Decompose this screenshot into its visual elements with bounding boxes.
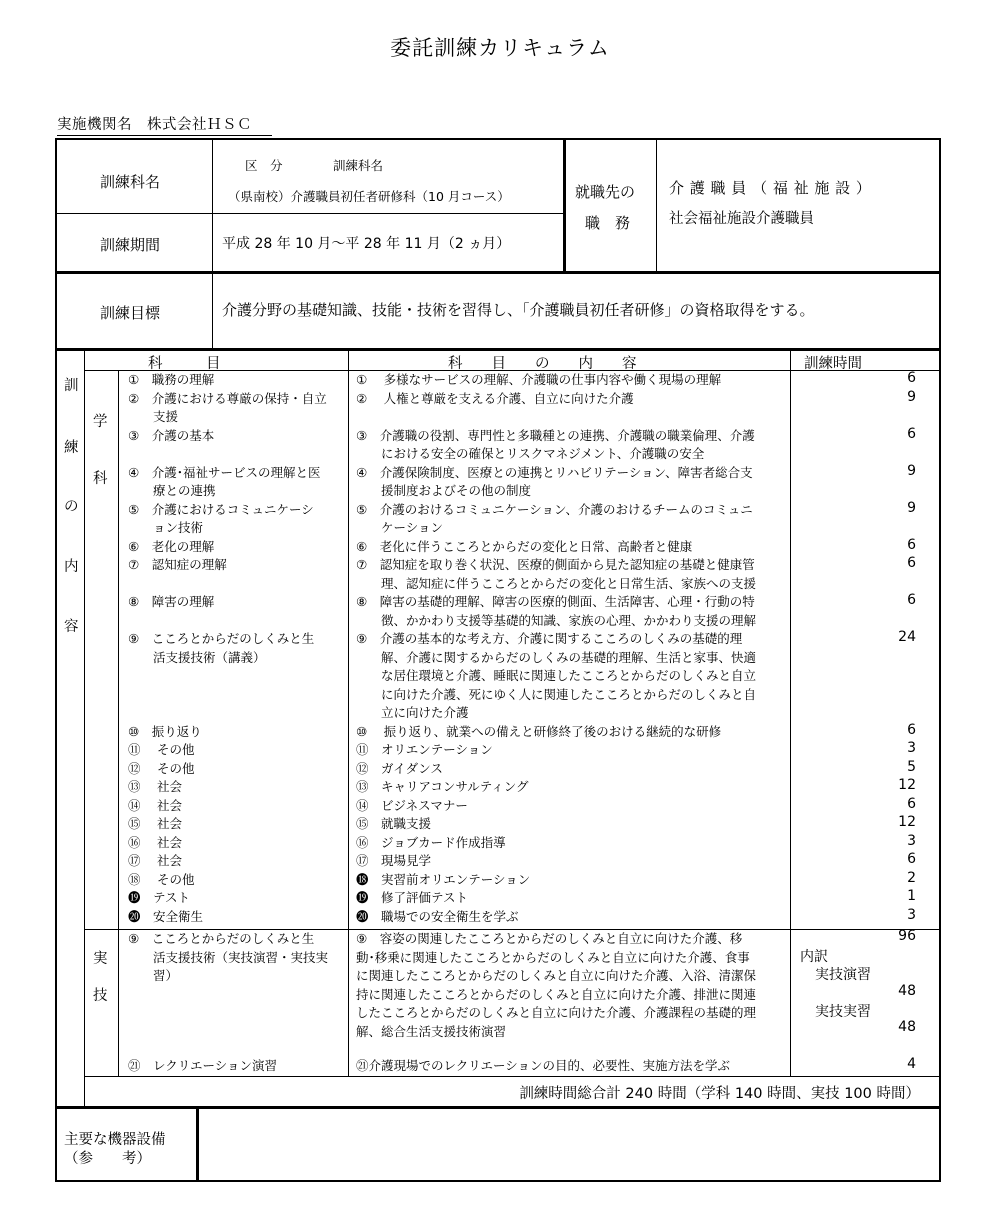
divider: [84, 1076, 940, 1077]
divider: [57, 213, 564, 214]
page-title: 委託訓練カリキュラム: [390, 36, 610, 60]
divider: [348, 350, 349, 1076]
content-line: に向けた介護、死にゆく人に関連したこころとからだのしくみと自: [356, 686, 757, 702]
organization-name: 実施機関名 株式会社ＨＳＣ: [57, 113, 272, 136]
job-value-2: 社会福祉施設介護職員: [669, 211, 814, 227]
practice-label: 実技演習: [815, 967, 871, 983]
hours-value: 6: [907, 795, 916, 812]
category-label: 区 分: [245, 158, 283, 173]
hours-value: 6: [907, 851, 916, 867]
content-line: ⑥ 老化に伴うこころとからだの変化と日常、高齢者と健康: [356, 538, 693, 554]
content-line: ⓳ 修了評価テスト: [356, 890, 469, 905]
content-line: ③ 介護職の役割、専門性と多職種との連携、介護職の職業倫理、介護: [356, 427, 755, 443]
hours-value: 5: [907, 758, 916, 775]
hours-value: 6: [907, 592, 916, 608]
goal-label: 訓練目標: [100, 304, 161, 322]
hours-value: 24: [898, 629, 916, 645]
hours-value: 6: [907, 370, 916, 386]
subject-line: ⑥ 老化の理解: [128, 538, 215, 554]
hours-value: 3: [907, 906, 916, 923]
subject-line: 療との連携: [128, 483, 216, 498]
content-line: 援制度およびその他の制度: [356, 483, 532, 498]
period-label: 訓練期間: [100, 236, 161, 254]
total-hours: 訓練時間総合計 240 時間（学科 140 時間、実技 100 時間）: [519, 1086, 920, 1102]
gakka-label-char: 科: [93, 471, 108, 487]
content-line: における安全の確保とリスクマネジメント、介護職の安全: [356, 446, 705, 461]
jitsugi-content-line: 動･移乗に関連したこころとからだのしくみと自立に向けた介護、食事: [356, 949, 750, 965]
content-line: ④ 介護保険制度、医療との連携とリハビリテーション、障害者総合支: [356, 464, 753, 480]
jitsugi-content-line: 持に関連したこころとからだのしくみと自立に向けた介護、排泄に関連: [356, 986, 757, 1002]
content-line: ⓴ 職場での安全衛生を学ぶ: [356, 908, 519, 924]
goal-value: 介護分野の基礎知識、技能・技術を習得し、「介護職員初任者研修」の資格取得をする。: [222, 301, 815, 319]
subject-line: ① 職務の理解: [128, 372, 215, 387]
subject-line: ⓳ テスト: [128, 890, 191, 905]
training-hours: 48: [898, 1019, 916, 1035]
job-label: 就職先の: [575, 183, 636, 201]
jitsugi-content-line: 解、総合生活支援技術演習: [356, 1023, 507, 1039]
content-line: ② 人権と尊厳を支える介護、自立に向けた介護: [356, 390, 634, 406]
subject-line: ⑮ 社会: [128, 816, 182, 831]
hours-value: 6: [907, 536, 916, 553]
jitsugi-subject-line: ⑨ こころとからだのしくみと生: [128, 931, 315, 946]
divider: [212, 140, 213, 271]
course-value: （県南校）介護職員初任者研修科（10 月コース）: [228, 189, 510, 204]
subject-line: ⑩ 振り返り: [128, 723, 202, 739]
subject-line: ⑨ こころとからだのしくみと生: [128, 631, 315, 646]
recreation-content: ㉑介護現場でのレクリエーションの目的、必要性、実施方法を学ぶ: [356, 1058, 731, 1073]
content-line: 立に向けた介護: [356, 705, 469, 720]
subject-line: ⑦ 認知症の理解: [128, 557, 227, 572]
divider: [196, 1106, 199, 1180]
subject-line: ② 介護における尊厳の保持・自立: [128, 390, 327, 406]
hours-value: 6: [907, 555, 916, 571]
subject-line: ⑯ 社会: [128, 834, 182, 850]
content-line: 理、認知症に伴うこころとからだの変化と日常生活、家族への支援: [356, 575, 757, 591]
content-line: 徴、かかわり支援等基礎的知識、家族の心理、かかわり支援の理解: [356, 612, 757, 628]
subject-line: 支援: [128, 409, 179, 424]
divider: [84, 350, 85, 1106]
jitsugi-subject-line: 習）: [128, 968, 179, 983]
content-line: ⑦ 認知症を取り巻く状況、医療的側面から見た認知症の基礎と健康管: [356, 557, 755, 572]
divider: [57, 348, 940, 351]
jitsugi-subject-line: 活支援技術（実技演習・実技実: [128, 949, 329, 965]
course-name-label: 訓練科名: [100, 173, 161, 191]
content-line: ⑩ 振り返り、就業への備えと研修終了後のおける継続的な研修: [356, 723, 722, 739]
content-line: ⑨ 介護の基本的な考え方、介護に関するこころのしくみの基礎的理: [356, 631, 743, 646]
content-line: ① 多様なサービスの理解、介護職の仕事内容や働く現場の理解: [356, 372, 722, 387]
side-label-char: 訓: [64, 378, 79, 394]
subject-line: ⑰ 社会: [128, 853, 182, 868]
jitsugi-content-line: ⑨ 容姿の関連したこころとからだのしくみと自立に向けた介護、移: [356, 931, 743, 946]
jitsugi-label-char: 実: [93, 951, 108, 967]
hours-value: 12: [898, 777, 916, 793]
content-line: ⑧ 障害の基礎的理解、障害の医療的側面、生活障害、心理・行動の特: [356, 594, 755, 609]
subject-line: ョン技術: [128, 520, 204, 535]
content-line: ⑪ オリエンテーション: [356, 742, 493, 757]
course-label: 訓練科名: [333, 158, 384, 173]
subject-line: ⑬ 社会: [128, 779, 182, 794]
gakka-label-char: 学: [93, 414, 108, 430]
divider: [57, 271, 940, 274]
divider: [57, 1106, 940, 1109]
side-label-char: 容: [64, 619, 79, 635]
jitsugi-content-line: に関連したこころとからだのしくみと自立に向けた介護、入浴、清潔保: [356, 968, 757, 983]
equipment-label-sub: （参 考）: [64, 1151, 151, 1167]
hours-value: 12: [898, 814, 916, 830]
divider: [118, 370, 119, 1076]
subject-line: ③ 介護の基本: [128, 427, 215, 443]
hours-value: 6: [907, 721, 916, 738]
equipment-label: 主要な機器設備: [64, 1132, 166, 1148]
content-line: ⑤ 介護のおけるコミュニケーション、介護のおけるチームのコミュニ: [356, 501, 753, 517]
content-line: ケーション: [356, 520, 444, 535]
hours-value: 3: [907, 832, 916, 849]
content-line: ⑰ 現場見学: [356, 853, 432, 868]
hours-header: 訓練時間: [804, 356, 862, 372]
subject-line: ⑭ 社会: [128, 797, 182, 813]
content-line: ⓲ 実習前オリエンテーション: [356, 871, 531, 887]
side-label-char: 練: [64, 440, 79, 456]
subject-line: ⑱ その他: [128, 871, 195, 887]
training-label: 実技実習: [815, 1004, 871, 1020]
content-line: ⑯ ジョブカード作成指導: [356, 834, 506, 850]
hours-value: 6: [907, 425, 916, 442]
job-label-2: 職 務: [585, 214, 631, 232]
side-label-char: の: [64, 499, 79, 515]
hours-value: 9: [907, 499, 916, 516]
subject-line: ⑧ 障害の理解: [128, 594, 215, 609]
content-line: ⑬ キャリアコンサルティング: [356, 779, 529, 794]
divider: [656, 140, 657, 271]
content-line: 解、介護に関するからだのしくみの基礎的理解、生活と家事、快適: [356, 649, 757, 665]
jitsugi-content-line: したこころとからだのしくみと自立に向けた介護、介護課程の基礎的理: [356, 1005, 757, 1020]
jitsugi-label-char: 技: [93, 988, 108, 1004]
hours-value: 3: [907, 740, 916, 756]
subject-line: ⓴ 安全衛生: [128, 908, 204, 924]
content-header: 科 目 の 内 容: [448, 356, 637, 372]
divider: [212, 271, 213, 348]
breakdown-label: 内訳: [800, 949, 828, 965]
subject-line: ⑫ その他: [128, 760, 195, 776]
recreation-subject: ㉑ レクリエーション演習: [128, 1058, 278, 1073]
jitsugi-total-hours: 96: [898, 928, 916, 944]
practice-hours: 48: [898, 983, 916, 999]
recreation-hours: 4: [907, 1056, 916, 1072]
hours-value: 9: [907, 462, 916, 479]
content-line: ⑫ ガイダンス: [356, 760, 443, 776]
hours-value: 1: [907, 888, 916, 904]
divider: [563, 140, 566, 271]
content-line: ⑭ ビジネスマナー: [356, 797, 468, 813]
job-value: 介 護 職 員 （ 福 祉 施 設 ）: [669, 179, 872, 197]
hours-value: 2: [907, 869, 916, 886]
subject-header: 科 目: [148, 356, 221, 372]
side-label-char: 内: [64, 559, 79, 575]
subject-line: ④ 介護･福祉サービスの理解と医: [128, 464, 321, 480]
subject-line: ⑤ 介護におけるコミュニケーシ: [128, 501, 314, 517]
hours-value: 9: [907, 388, 916, 405]
divider: [790, 350, 791, 1076]
content-line: な居住環境と介護、睡眠に関連したこころとからだのしくみと自立: [356, 668, 757, 683]
subject-line: 活支援技術（講義）: [128, 649, 266, 665]
content-line: ⑮ 就職支援: [356, 816, 432, 831]
period-value: 平成 28 年 10 月～平 28 年 11 月（2 ヵ月）: [222, 236, 511, 252]
subject-line: ⑪ その他: [128, 742, 195, 757]
